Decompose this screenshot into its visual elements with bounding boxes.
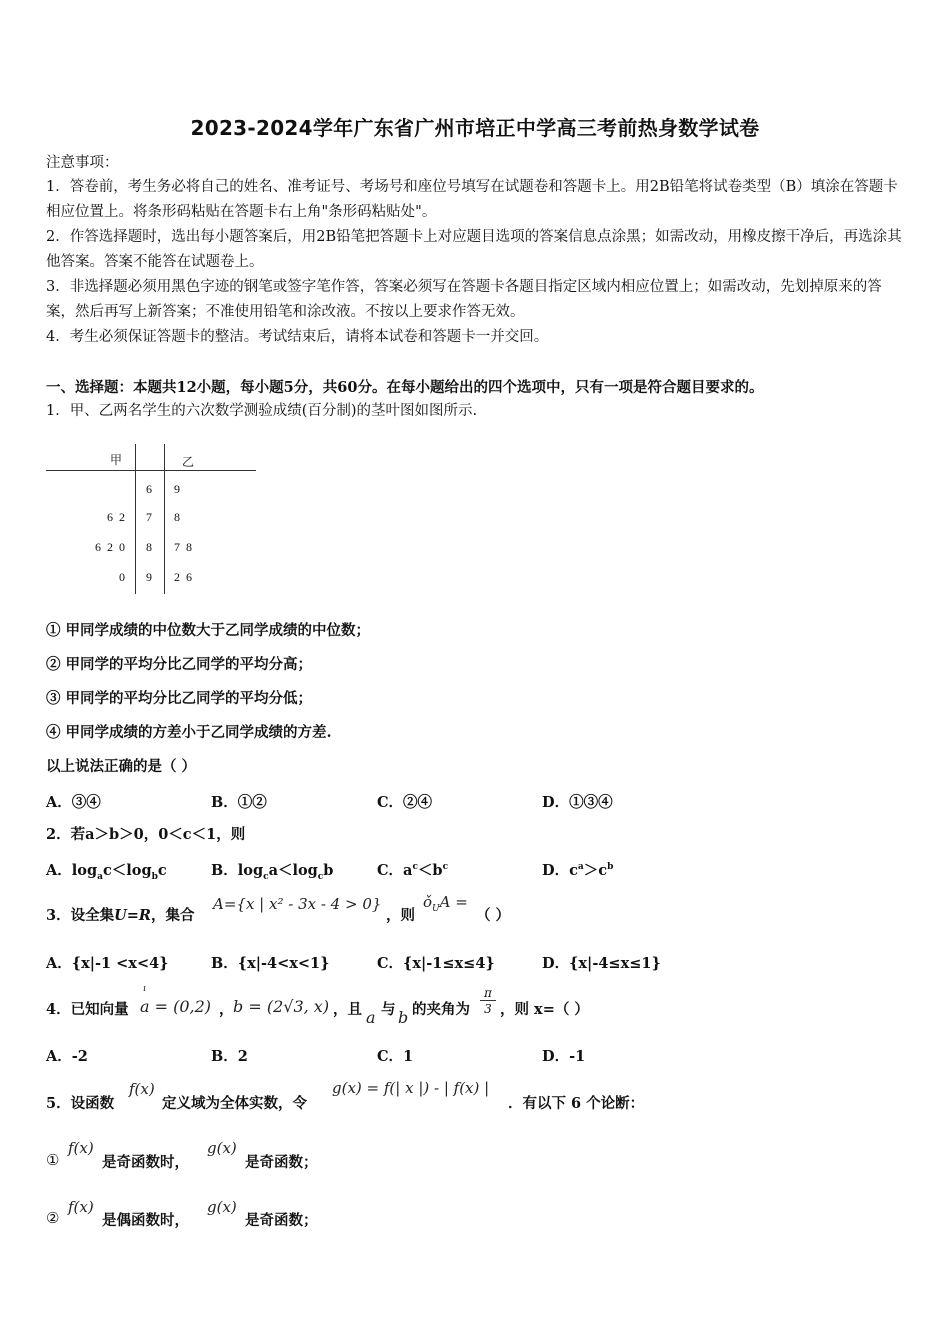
q3-complement-sub: U: [432, 904, 440, 914]
plot-row-2-left: 6 2: [107, 510, 125, 524]
q1-statement-2: ② 甲同学的平均分比乙同学的平均分高；: [46, 656, 313, 673]
q4-three: 3: [484, 1002, 492, 1016]
q5-stem-tail: ．有以下 6 个论断：: [508, 1095, 645, 1112]
q3-option-d[interactable]: D．{x|-4≤x≤1}: [542, 955, 661, 972]
q1-option-a[interactable]: A．③④: [46, 794, 101, 811]
q4-pi: π: [480, 986, 496, 1001]
plot-row-1-right: 9: [174, 482, 180, 496]
q5-s1-tail: 是奇函数；: [245, 1154, 318, 1171]
q1-option-c[interactable]: C．②④: [377, 794, 433, 811]
q2-b-sub1: c: [263, 871, 269, 882]
q3-option-a[interactable]: A．{x|-1 <x<4}: [46, 955, 169, 972]
q1-ask: 以上说法正确的是（ ）: [46, 758, 197, 775]
plot-row-3-right: 7 8: [174, 540, 192, 554]
q5-s1-fx: f(x): [68, 1139, 94, 1157]
plot-left-divider: [135, 444, 136, 594]
q3-set-a: A={x | x² - 3x - 4 > 0}: [213, 895, 382, 913]
plot-row-4-stem: 9: [146, 570, 152, 584]
q4-sep: ，: [219, 1001, 234, 1018]
q2-b-post: b: [323, 862, 334, 879]
q2-a-mid: c＜log: [102, 862, 152, 879]
q3-stem: [46, 904, 194, 925]
plot-right-divider: [164, 444, 165, 594]
plot-row-2-right: 8: [174, 510, 180, 524]
plot-row-4-right: 2 6: [174, 570, 192, 584]
q3-complement: [423, 893, 468, 914]
q5-stem-mid: 定义域为全体实数，令: [162, 1095, 307, 1112]
q4-vector-arrow: ı: [143, 984, 146, 994]
stem-leaf-plot: [46, 444, 260, 594]
q1-statement-1: ① 甲同学成绩的中位数大于乙同学成绩的中位数；: [46, 622, 371, 639]
q5-s1-gx: g(x): [207, 1139, 237, 1157]
q4-option-d[interactable]: D．-1: [542, 1048, 586, 1065]
q1-statement-4: ④ 甲同学成绩的方差小于乙同学成绩的方差.: [46, 724, 332, 741]
q2-stem: 2．若a＞b＞0，0＜c＜1，则: [46, 826, 246, 843]
q5-stem-pre: 5．设函数: [46, 1095, 115, 1112]
q1-stem: 1．甲、乙两名学生的六次数学测验成绩(百分制)的茎叶图如图所示.: [46, 403, 478, 419]
plot-row-3-stem: 8: [146, 540, 152, 554]
q4-vector-a: a = (0,2): [140, 997, 212, 1016]
q2-option-b[interactable]: [211, 859, 333, 882]
q1-option-d[interactable]: D．①③④: [542, 794, 613, 811]
plot-left-header: 甲: [110, 453, 123, 467]
q2-c-mid: ＜b: [417, 862, 443, 879]
q4-a-symbol: a: [366, 1008, 376, 1027]
q3-then: ，则: [386, 907, 415, 924]
plot-row-1-stem: 6: [146, 482, 152, 496]
q2-d-sup1: a: [577, 862, 584, 873]
q4-with: 与: [381, 1001, 396, 1018]
notice-item-2: 2．作答选择题时，选出每小题答案后，用2B铅笔把答题卡上对应题目选项的答案信息点涂黑；如需改动，用橡皮擦干净后，再选涂其他答案。答案不能答在试题卷上。: [46, 229, 902, 270]
q4-fraction: [480, 986, 496, 1017]
q3-paren: （ ）: [476, 907, 511, 924]
q5-fx: f(x): [129, 1080, 155, 1098]
plot-row-3-left: 6 2 0: [95, 540, 125, 554]
plot-row-2-stem: 7: [146, 510, 152, 524]
q5-s2-tail: 是奇函数；: [245, 1212, 318, 1229]
q5-s1-mark: ①: [46, 1151, 60, 1169]
q2-option-d[interactable]: [542, 859, 613, 880]
q3-stem-mid: ，集合: [150, 907, 195, 924]
q4-option-a[interactable]: A．-2: [46, 1048, 88, 1065]
q2-b-label: B．: [211, 862, 238, 879]
q2-a-label: A．: [46, 862, 72, 879]
q4-mid: ，且: [333, 1001, 362, 1018]
q5-s1-mid: 是奇函数时，: [102, 1154, 189, 1171]
q2-d-sup2: b: [607, 862, 614, 873]
q5-gx-definition: g(x) = f(| x |) - | f(x) |: [332, 1079, 490, 1097]
q2-a-pre: log: [71, 862, 98, 879]
notice-item-4: 4．考生必须保证答题卡的整洁。考试结束后，请将本试卷和答题卡一并交回。: [46, 329, 549, 345]
q4-option-b[interactable]: B．2: [211, 1048, 248, 1065]
q2-c-sup1: c: [412, 862, 418, 873]
q3-stem-pre: 3．设全集: [46, 907, 115, 924]
notice-item-3: 3．非选择题必须用黑色字迹的钢笔或签字笔作答，答案必须写在答题卡各题目指定区域内相应位置上；如需改动，先划掉原来的答案，然后再写上新答案；不准使用铅笔和涂改液。不按以上要求作答无效。: [46, 279, 882, 320]
q3-option-c[interactable]: C．{x|-1≤x≤4}: [377, 955, 495, 972]
notice-heading: 注意事项：: [46, 155, 119, 171]
q2-a-sub1: a: [97, 871, 103, 882]
plot-header-line: [46, 470, 256, 471]
q3-complement-a: A =: [439, 893, 468, 911]
q3-universe: U=R: [114, 907, 151, 924]
q3-option-b[interactable]: B．{x|-4<x<1}: [211, 955, 330, 972]
q5-s2-mark: ②: [46, 1209, 60, 1227]
q2-option-c[interactable]: [377, 859, 448, 880]
q2-d-mid: ＞c: [583, 862, 608, 879]
q2-option-a[interactable]: [46, 859, 167, 882]
q4-stem-pre: 4．已知向量: [46, 1001, 129, 1018]
section-heading: 一、选择题：本题共12小题，每小题5分，共60分。在每小题给出的四个选项中，只有一项是符合题目要求的。: [46, 379, 764, 396]
q2-b-pre: log: [237, 862, 264, 879]
q2-c-label: C．: [377, 862, 404, 879]
q1-statement-3: ③ 甲同学的平均分比乙同学的平均分低；: [46, 690, 313, 707]
q3-complement-symbol: ǒ: [423, 893, 433, 911]
q4-tail: ，则 x=（ ）: [500, 1001, 589, 1018]
q2-d-label: D．: [542, 862, 570, 879]
q4-option-c[interactable]: C．1: [377, 1048, 414, 1065]
q2-d-pre: c: [569, 862, 578, 879]
notice-item-1: 1．答卷前，考生务必将自己的姓名、准考证号、考场号和座位号填写在试题卷和答题卡上。用2B铅笔将试卷类型（B）填涂在答题卡相应位置上。将条形码粘贴在答题卡右上角"条形码粘贴处"。: [46, 179, 898, 220]
page-title: 2023-2024学年广东省广州市培正中学高三考前热身数学试卷: [190, 116, 760, 140]
q2-b-mid: a＜log: [268, 862, 318, 879]
q2-b-sub2: c: [317, 871, 324, 882]
q2-c-pre: a: [403, 862, 413, 879]
q2-c-sup2: c: [442, 862, 449, 873]
plot-right-header: 乙: [182, 455, 195, 469]
plot-row-4-left: 0: [119, 570, 125, 584]
q5-s2-gx: g(x): [207, 1198, 237, 1216]
q4-angle-text: 的夹角为: [412, 1001, 470, 1018]
q2-a-sub2: b: [151, 871, 158, 882]
q5-s2-mid: 是偶函数时，: [102, 1212, 189, 1229]
q4-vector-b: b = (2√3, x): [233, 997, 330, 1016]
q1-option-b[interactable]: B．①②: [211, 794, 267, 811]
q2-a-post: c: [157, 862, 167, 879]
q4-b-symbol: b: [398, 1008, 409, 1027]
q5-s2-fx: f(x): [68, 1198, 94, 1216]
